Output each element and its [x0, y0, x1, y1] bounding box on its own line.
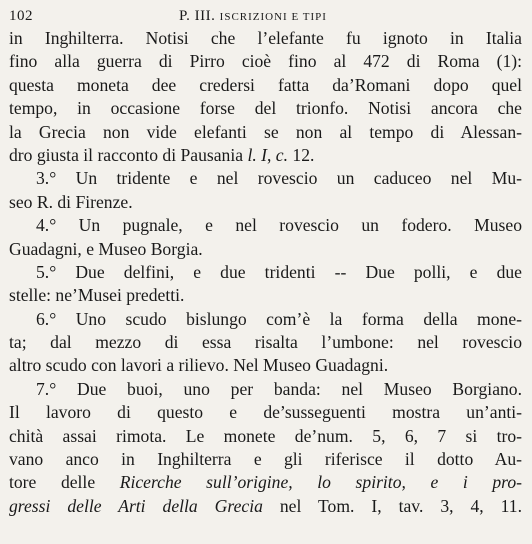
page-header	[9, 4, 524, 28]
paragraph-6-line: ta; dal mezzo di essa risalta l’umbone: nel rovescio	[9, 332, 522, 353]
page-number: 102	[9, 8, 33, 24]
paragraph-7-line: vano anco in Inghilterra e gli riferisce il dotto Au-	[9, 449, 522, 470]
running-head	[179, 4, 327, 29]
text-line: in Inghilterra. Notisi che l’elefante fu ignoto in Italia	[9, 28, 522, 48]
paragraph-7-line: Il lavoro di questo e de’susseguenti mostra un’anti-	[9, 402, 522, 423]
text-run: nel Tom. I, tav. 3, 4, 11.	[262, 495, 522, 516]
paragraph-7-line	[9, 471, 522, 494]
citation-chapter: c.	[275, 144, 288, 165]
paragraph-7-line: 7.° Due buoi, uno per banda: nel Museo Borgiano.	[36, 378, 522, 399]
paragraph-6-line: altro scudo con lavori a rilievo. Nel Museo Guadagni.	[9, 355, 389, 376]
paragraph-7-line: chità assai rimota. Le monete de’num. 5, 6, 7 si tro-	[9, 425, 522, 446]
text-run: ,	[266, 144, 276, 165]
paragraph-5-line: stelle: ne’Musei predetti.	[9, 285, 185, 306]
part-label: P. III.	[179, 8, 216, 24]
text-line: questa moneta dee credersi fatta da’Romani dopo quel	[9, 74, 522, 95]
paragraph-6-line: 6.° Uno scudo bislungo com’è la forma della mone-	[36, 308, 522, 329]
body-text	[9, 27, 522, 518]
text-line: tempo, in occasione forse del trionfo. Notisi ancora che	[9, 98, 522, 119]
paragraph-4-line: 4.° Un pugnale, e nel rovescio un fodero. Museo	[36, 215, 522, 236]
text-run: dro giusta il racconto di Pausania	[9, 144, 248, 165]
citation-book: l. I	[247, 144, 267, 165]
text-line: fino alla guerra di Pirro cioè fino al 472 di Roma (1):	[9, 51, 522, 72]
paragraph-4-line: Guadagni, e Museo Borgia.	[9, 238, 203, 259]
text-line	[9, 144, 522, 167]
book-title: Ricerche sull’origine, lo spirito, e i pro-	[119, 472, 522, 493]
book-title: gressi delle Arti della Grecia	[9, 495, 263, 516]
text-run: 12.	[288, 144, 315, 165]
text-run: tore delle	[9, 472, 120, 493]
paragraph-7-line	[9, 495, 522, 518]
paragraph-3-line: seo R. di Firenze.	[9, 191, 133, 212]
section-title: ISCRIZIONI E TIPI	[219, 11, 327, 23]
paragraph-5-line: 5.° Due delfini, e due tridenti -- Due polli, e due	[36, 261, 522, 282]
paragraph-3-line: 3.° Un tridente e nel rovescio un caduceo nel Mu-	[36, 168, 522, 189]
text-line: la Grecia non vide elefanti se non al tempo di Alessan-	[9, 121, 522, 142]
